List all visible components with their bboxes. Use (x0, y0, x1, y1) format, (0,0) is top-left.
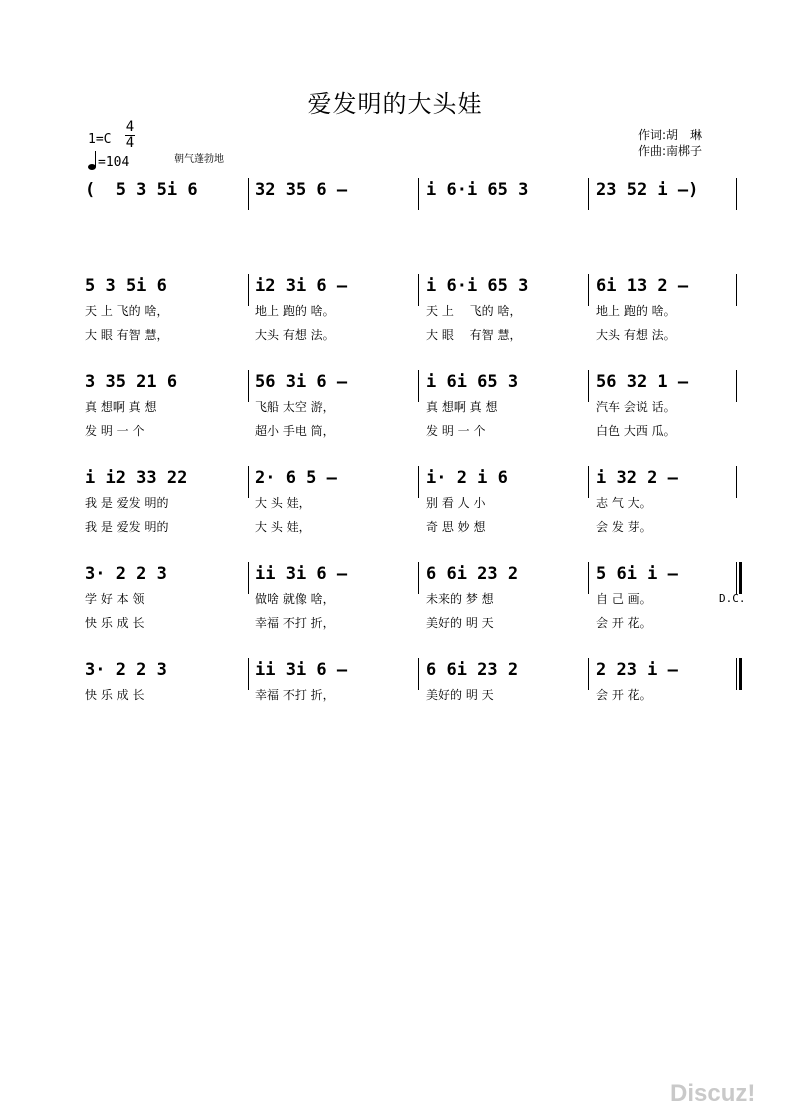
lyric-text: 大 头 娃， (255, 496, 311, 510)
lyric-text: 白色 大西 瓜。 (596, 424, 676, 438)
lyric-text: 大 眼 有智 慧， (426, 328, 522, 342)
measure-notes: ii 3i 6 – (255, 564, 348, 584)
measure-notes: 2 23 i – (596, 660, 678, 680)
measure-notes: 3 35 21 6 (85, 372, 178, 392)
lyric-text: 大 眼 有智 慧， (85, 328, 169, 342)
lyric-text: 志 气 大。 (596, 496, 652, 510)
lyricist: 作词:胡 琳 (638, 128, 703, 142)
bar-line (248, 370, 249, 402)
measure-notes: i i2 33 22 (85, 468, 188, 488)
bar-line (418, 178, 419, 210)
bar-line (418, 562, 419, 594)
bar-line (418, 274, 419, 306)
watermark: Discuz! (670, 1080, 756, 1107)
measure-notes: 23 52 i –) (596, 180, 699, 200)
time-top: 4 (125, 119, 135, 135)
lyric-text: 快 乐 成 长 (85, 688, 145, 702)
lyric-text: 未来的 梦 想 (426, 592, 494, 606)
bar-line (736, 658, 737, 690)
measure-notes: 2· 6 5 – (255, 468, 337, 488)
measure-notes: 56 3i 6 – (255, 372, 348, 392)
lyric-text: 真 想啊 真 想 (85, 400, 157, 414)
bar-line (588, 658, 589, 690)
lyric-text: 飞船 太空 游， (255, 400, 335, 414)
lyric-text: 天 上 飞的 啥， (426, 304, 522, 318)
measure-notes: 6 6i 23 2 (426, 660, 519, 680)
lyric-text: 天 上 飞的 啥， (85, 304, 169, 318)
measure-notes: 56 32 1 – (596, 372, 689, 392)
lyric-text: 自 己 画。 (596, 592, 652, 606)
composer: 作曲:南梆子 (638, 144, 703, 158)
measure-notes: ii 3i 6 – (255, 660, 348, 680)
da-capo-mark: D.C. (719, 592, 746, 605)
lyric-text: 地上 跑的 啥。 (255, 304, 335, 318)
tempo-value: =104 (98, 155, 130, 170)
bar-line (248, 562, 249, 594)
bar-line (248, 178, 249, 210)
bar-line (736, 370, 737, 402)
lyric-text: 快 乐 成 长 (85, 616, 145, 630)
lyric-text: 真 想啊 真 想 (426, 400, 498, 414)
lyric-text: 会 发 芽。 (596, 520, 652, 534)
final-bar-line (739, 658, 742, 690)
lyric-text: 会 开 花。 (596, 688, 652, 702)
bar-line (736, 466, 737, 498)
bar-line (588, 562, 589, 594)
bar-line (588, 466, 589, 498)
quarter-note-icon (88, 150, 98, 170)
bar-line (418, 466, 419, 498)
tempo-mark (88, 150, 129, 170)
measure-notes: 32 35 6 – (255, 180, 348, 200)
bar-line (588, 370, 589, 402)
bar-line (588, 178, 589, 210)
lyric-text: 学 好 本 领 (85, 592, 145, 606)
measure-notes: i 6i 65 3 (426, 372, 519, 392)
measure-notes: i 6·i 65 3 (426, 276, 529, 296)
lyric-text: 美好的 明 天 (426, 616, 494, 630)
lyric-text: 地上 跑的 啥。 (596, 304, 676, 318)
lyric-text: 发 明 一 个 (85, 424, 145, 438)
measure-notes: 6i 13 2 – (596, 276, 689, 296)
bar-line (418, 658, 419, 690)
lyric-text: 做啥 就像 啥， (255, 592, 335, 606)
key-signature: 1=C (88, 132, 112, 147)
final-bar-line (739, 562, 742, 594)
bar-line (248, 274, 249, 306)
song-title: 爱发明的大头娃 (307, 90, 483, 118)
lyric-text: 别 看 人 小 (426, 496, 486, 510)
lyric-text: 我 是 爱发 明的 (85, 496, 169, 510)
bar-line (736, 274, 737, 306)
lyric-text: 大头 有想 法。 (255, 328, 335, 342)
lyric-text: 汽车 会说 话。 (596, 400, 676, 414)
lyric-text: 会 开 花。 (596, 616, 652, 630)
bar-line (248, 658, 249, 690)
measure-notes: 3· 2 2 3 (85, 660, 167, 680)
lyric-text: 超小 手电 筒， (255, 424, 335, 438)
bar-line (736, 562, 737, 594)
bar-line (418, 370, 419, 402)
lyric-text: 幸福 不打 折， (255, 688, 335, 702)
expression-mark: 朝气蓬勃地 (174, 154, 224, 165)
measure-notes: 5 6i i – (596, 564, 678, 584)
lyric-text: 我 是 爱发 明的 (85, 520, 169, 534)
measure-notes: i 6·i 65 3 (426, 180, 529, 200)
lyric-text: 奇 思 妙 想 (426, 520, 486, 534)
lyric-text: 美好的 明 天 (426, 688, 494, 702)
bar-line (248, 466, 249, 498)
measure-notes: i· 2 i 6 (426, 468, 508, 488)
credits (638, 127, 702, 159)
measure-notes: 5 3 5i 6 (85, 276, 167, 296)
lyric-text: 大头 有想 法。 (596, 328, 676, 342)
lyric-text: 发 明 一 个 (426, 424, 486, 438)
lyric-text: 大 头 娃， (255, 520, 311, 534)
bar-line (736, 178, 737, 210)
time-bottom: 4 (125, 135, 135, 151)
time-signature (124, 120, 136, 151)
measure-notes: ( 5 3 5i 6 (85, 180, 198, 200)
measure-notes: 6 6i 23 2 (426, 564, 519, 584)
bar-line (588, 274, 589, 306)
measure-notes: i 32 2 – (596, 468, 678, 488)
lyric-text: 幸福 不打 折， (255, 616, 335, 630)
measure-notes: 3· 2 2 3 (85, 564, 167, 584)
measure-notes: i2 3i 6 – (255, 276, 348, 296)
